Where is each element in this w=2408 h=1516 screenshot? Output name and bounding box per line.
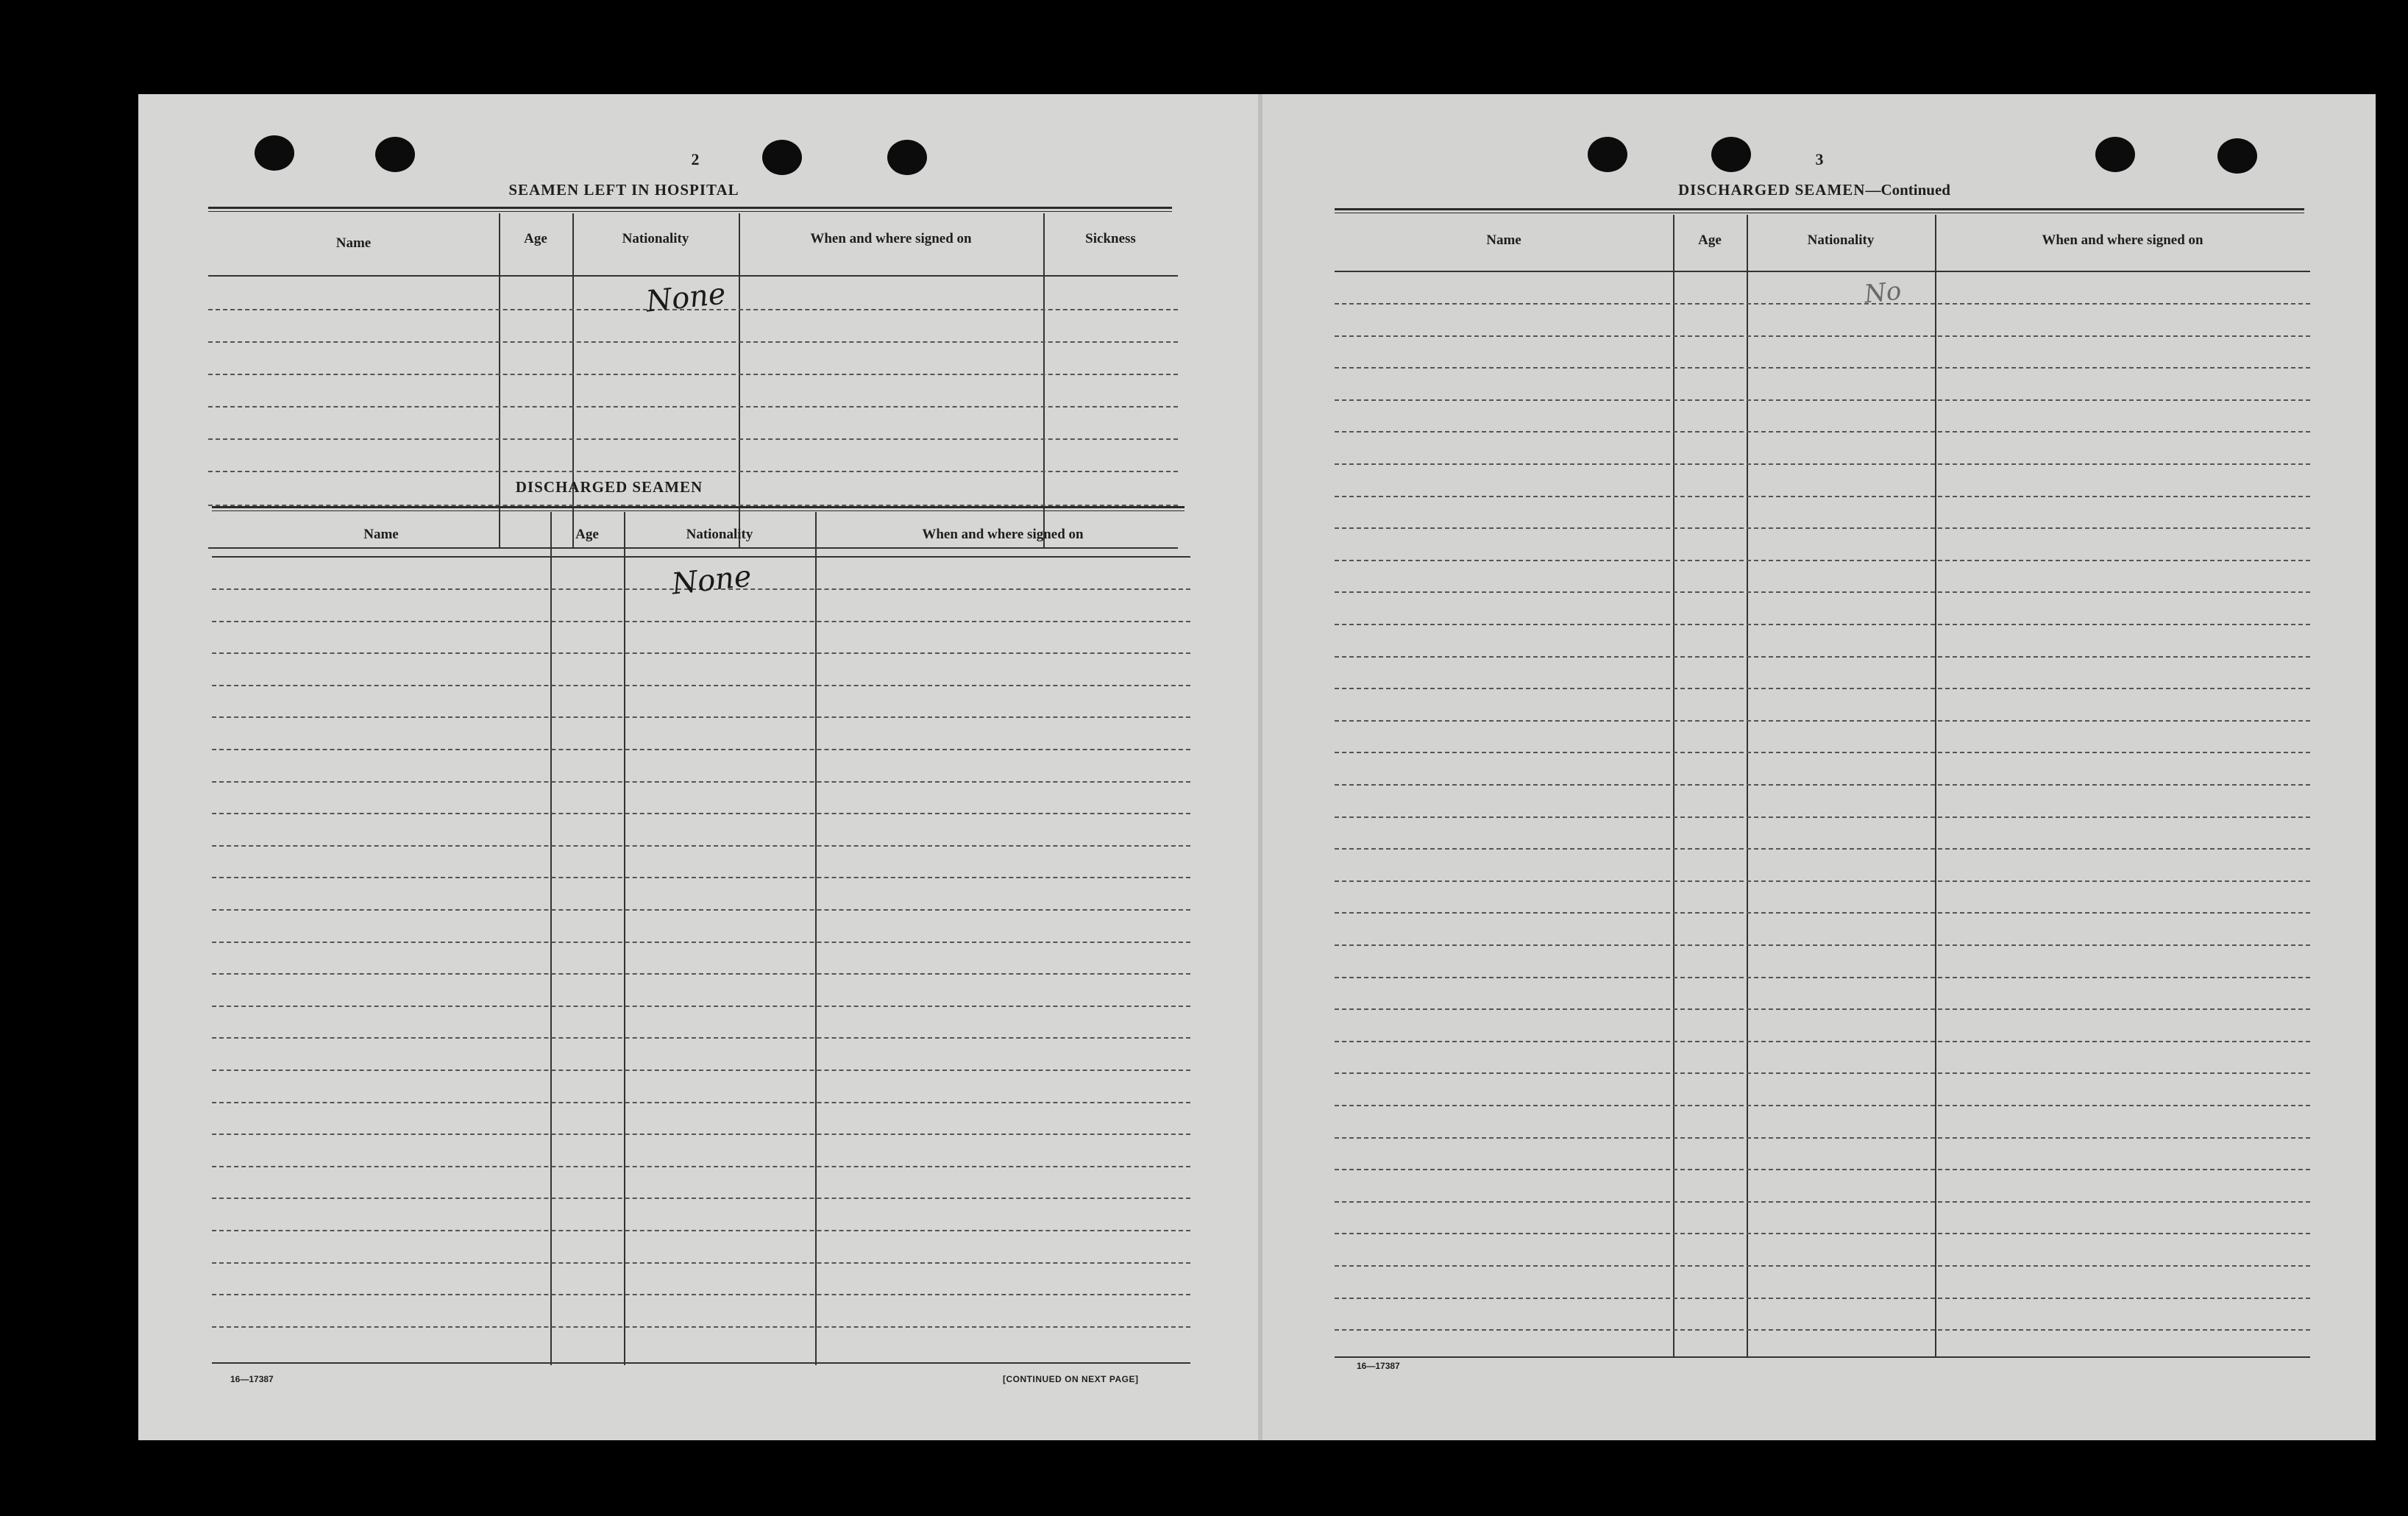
continued-col-age: Age — [1698, 232, 1722, 248]
ruled-line — [212, 845, 1190, 847]
ruled-line — [212, 621, 1190, 622]
discharged-bottom-rule — [212, 1362, 1190, 1364]
hospital-top-rule — [208, 207, 1172, 212]
discharged-divider — [815, 512, 817, 1365]
ruled-line — [1335, 784, 2310, 786]
ruled-line — [212, 749, 1190, 750]
hospital-row-line — [208, 471, 1178, 472]
discharged-divider — [624, 512, 625, 1365]
ruled-line — [1335, 1105, 2310, 1106]
ruled-line — [1335, 1169, 2310, 1170]
ruled-line — [1335, 688, 2310, 689]
ruled-line — [1335, 496, 2310, 497]
ruled-line — [1335, 848, 2310, 850]
hospital-col-sickness: Sickness — [1085, 231, 1136, 246]
ruled-line — [1335, 1201, 2310, 1203]
discharged-col-name: Name — [363, 527, 399, 542]
ruled-line — [1335, 335, 2310, 337]
continued-divider — [1747, 215, 1748, 1358]
punch-hole — [2217, 138, 2257, 174]
ruled-line — [1335, 303, 2310, 305]
ruled-line — [212, 1102, 1190, 1103]
ruled-line — [1335, 752, 2310, 753]
discharged-continued-title-suffix: —Continued — [1865, 181, 1950, 199]
hospital-col-nationality: Nationality — [622, 231, 689, 246]
ruled-line — [212, 877, 1190, 878]
continued-bottom-rule — [1335, 1356, 2310, 1358]
hospital-row-line — [208, 406, 1178, 408]
right-top-rule — [1335, 208, 2304, 213]
page-number-right: 3 — [1815, 150, 1824, 168]
left-page — [138, 94, 1258, 1440]
hospital-row-line — [208, 341, 1178, 343]
discharged-table — [212, 512, 1190, 1365]
ruled-line — [212, 652, 1190, 654]
discharged-col-signed-on: When and where signed on — [922, 527, 1084, 542]
ruled-line — [1335, 720, 2310, 722]
ruled-line — [212, 1166, 1190, 1167]
ruled-line — [1335, 816, 2310, 818]
continued-header-rule — [1335, 271, 2310, 272]
ruled-line — [212, 1070, 1190, 1071]
ruled-line — [1335, 1233, 2310, 1234]
ruled-line — [212, 781, 1190, 783]
hospital-divider — [499, 213, 500, 549]
form-number-left: 16—17387 — [230, 1374, 274, 1384]
continued-divider — [1673, 215, 1674, 1358]
ruled-line — [212, 973, 1190, 975]
ruled-line — [1335, 1329, 2310, 1331]
ruled-line — [212, 813, 1190, 814]
hospital-table — [208, 213, 1178, 549]
ruled-line — [1335, 1041, 2310, 1042]
hospital-row-line — [208, 374, 1178, 375]
ruled-line — [212, 1230, 1190, 1231]
punch-hole — [255, 135, 294, 171]
discharged-header-rule — [212, 556, 1190, 558]
ruled-line — [1335, 656, 2310, 658]
punch-hole — [887, 140, 927, 175]
ruled-line — [1335, 880, 2310, 882]
continued-note: [CONTINUED ON NEXT PAGE] — [1003, 1374, 1139, 1384]
continued-divider — [1935, 215, 1936, 1358]
ruled-line — [1335, 591, 2310, 593]
ruled-line — [212, 909, 1190, 911]
discharged-top-rule — [212, 506, 1185, 511]
ruled-line — [1335, 527, 2310, 529]
discharged-section-title: DISCHARGED SEAMEN — [515, 478, 703, 496]
hospital-col-age: Age — [524, 231, 547, 246]
ruled-line — [1335, 1298, 2310, 1299]
ruled-line — [212, 1326, 1190, 1328]
ruled-line — [212, 1294, 1190, 1295]
punch-hole — [2095, 137, 2135, 172]
ruled-line — [1335, 944, 2310, 946]
discharged-col-age: Age — [575, 527, 599, 542]
ruled-line — [1335, 1072, 2310, 1074]
form-number-right: 16—17387 — [1357, 1361, 1400, 1371]
hospital-header-rule — [208, 275, 1178, 277]
right-page — [1262, 94, 2376, 1440]
continued-col-name: Name — [1486, 232, 1521, 248]
ruled-line — [212, 1198, 1190, 1199]
hospital-col-signed-on: When and where signed on — [810, 231, 972, 246]
hospital-col-name: Name — [335, 235, 372, 251]
discharged-continued-title — [1483, 181, 2145, 199]
bleed-through-text — [271, 182, 280, 207]
continued-entry-no: No — [1863, 276, 1903, 310]
hospital-section-title: SEAMEN LEFT IN HOSPITAL — [508, 181, 739, 199]
hospital-row-line — [208, 438, 1178, 440]
punch-hole — [375, 137, 415, 172]
ruled-line — [1335, 399, 2310, 401]
discharged-col-nationality: Nationality — [686, 527, 753, 542]
ruled-line — [212, 1006, 1190, 1007]
punch-hole — [1711, 137, 1751, 172]
ruled-line — [1335, 977, 2310, 978]
discharged-entry-none: None — [670, 559, 753, 602]
continued-col-signed-on: When and where signed on — [2042, 232, 2203, 248]
ruled-line — [212, 716, 1190, 718]
hospital-divider — [1043, 213, 1045, 549]
ruled-line — [1335, 1137, 2310, 1139]
hospital-divider — [739, 213, 740, 549]
discharged-continued-table — [1335, 215, 2310, 1359]
ruled-line — [1335, 1008, 2310, 1010]
punch-hole — [762, 140, 802, 175]
continued-col-nationality: Nationality — [1807, 232, 1875, 248]
discharged-divider — [550, 512, 552, 1365]
ruled-line — [212, 942, 1190, 943]
ruled-line — [1335, 463, 2310, 465]
discharged-continued-title-main: DISCHARGED SEAMEN — [1678, 181, 1866, 199]
ruled-line — [212, 1134, 1190, 1135]
punch-hole — [1588, 137, 1627, 172]
ruled-line — [212, 685, 1190, 686]
ruled-line — [1335, 624, 2310, 625]
ruled-line — [1335, 1265, 2310, 1267]
page-number-left: 2 — [691, 150, 700, 168]
ruled-line — [1335, 431, 2310, 433]
ruled-line — [212, 1037, 1190, 1039]
hospital-divider — [572, 213, 574, 549]
ruled-line — [1335, 560, 2310, 561]
ruled-line — [1335, 912, 2310, 914]
ruled-line — [212, 1262, 1190, 1264]
ruled-line — [1335, 367, 2310, 369]
hospital-entry-none: None — [644, 277, 728, 319]
